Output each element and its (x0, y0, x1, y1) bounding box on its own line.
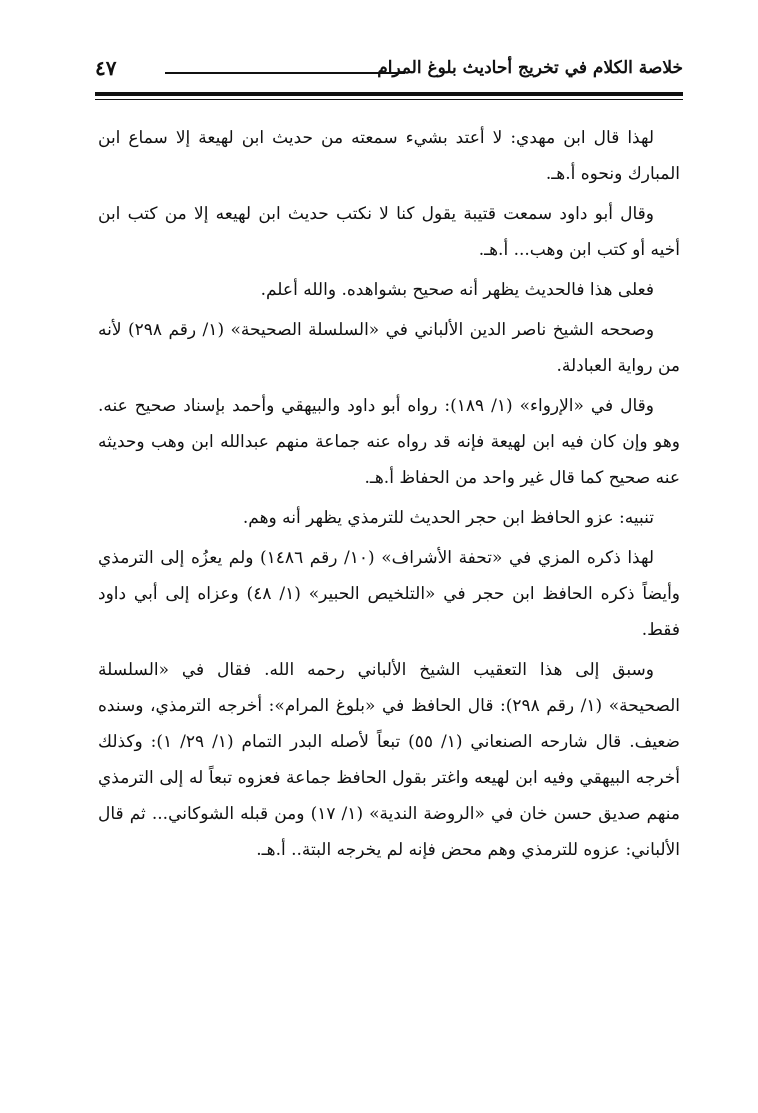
paragraph-6: تنبيه: عزو الحافظ ابن حجر الحديث للترمذي يظهر أنه وهم. (242, 508, 654, 528)
paragraph-2: وقال أبو داود سمعت قتيبة يقول كنا لا نكتب حديث ابن لهيعه إلا من كتب ابن أخيه أو كتب ابن وهب... أ.هـ. (98, 204, 680, 260)
paragraph-5: وقال في «الإرواء» (١/ ١٨٩): رواه أبو داود والبيهقي وأحمد بإسناد صحيح عنه. وهو وإن كان فيه ابن لهيعة فإنه قد رواه عنه جماعة منهم عبدالله ابن وهب وحديثه عنه صحيح كما قال غير واحد من الحفاظ أ.هـ. (98, 396, 680, 488)
header-dash-line (165, 72, 405, 74)
body-text (98, 120, 680, 872)
paragraph-8: وسبق إلى هذا التعقيب الشيخ الألباني رحمه الله. فقال في «السلسلة الصحيحة» (١/ رقم ٢٩٨): قال الحافظ في «بلوغ المرام»: أخرجه الترمذي، وسنده ضعيف. قال شارحه الصنعاني (١/ ٥٥) تبعاً لأصله البدر التمام (١/ ٢٩/ ١): وكذلك أخرجه البيهقي وفيه ابن لهيعه واغتر بقول الحافظ جماعة فعزوه تبعاً له إلى الترمذي منهم صديق حسن خان في «الروضة الندية» (١/ ١٧) ومن قبله الشوكاني... ثم قال الألباني: عزوه للترمذي وهم محض فإنه لم يخرجه البتة.. أ.هـ. (98, 660, 680, 860)
running-header (95, 56, 683, 86)
paragraph-7: لهذا ذكره المزي في «تحفة الأشراف» (١٠/ رقم ١٤٨٦) ولم يعزُه إلى الترمذي وأيضاً ذكره الحافظ ابن حجر في «التلخيص الحبير» (١/ ٤٨) وعزاه إلى أبي داود فقط. (98, 548, 680, 640)
paragraph-4: وصححه الشيخ ناصر الدين الألباني في «السلسلة الصحيحة» (١/ رقم ٢٩٨) لأنه من رواية العبادلة. (98, 320, 680, 376)
paragraph-1: لهذا قال ابن مهدي: لا أعتد بشيء سمعته من حديث ابن لهيعة إلا سماع ابن المبارك ونحوه أ.هـ. (98, 128, 680, 184)
paragraph-3: فعلى هذا فالحديث يظهر أنه صحيح بشواهده. والله أعلم. (260, 280, 654, 300)
page-number: ٤٧ (95, 56, 117, 80)
header-title: خلاصة الكلام في تخريج أحاديث بلوغ المرام (377, 58, 683, 78)
header-rule-thin (95, 99, 683, 100)
header-rule-thick (95, 92, 683, 96)
